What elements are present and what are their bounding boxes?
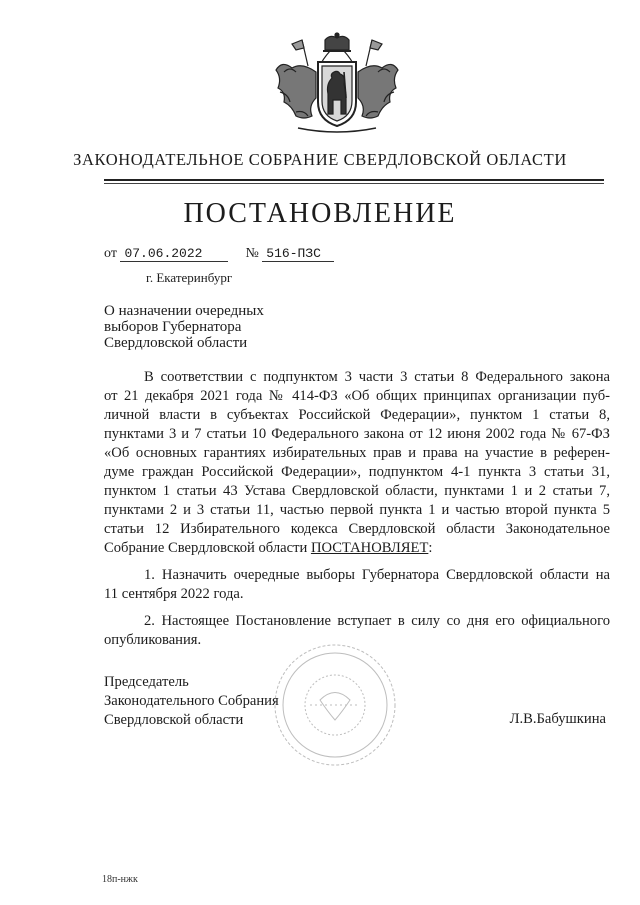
subject-line: О назначении очередных bbox=[104, 303, 264, 319]
document-date: 07.06.2022 bbox=[120, 246, 228, 262]
item-1-line: 11 сентября 2022 года. bbox=[104, 586, 244, 602]
resolve-word: ПОСТАНОВЛЯЕТ bbox=[310, 540, 429, 556]
body-line: В соответствии с подпунктом 3 части 3 статьи 8 Федерального закона bbox=[144, 369, 610, 385]
number-prefix: № bbox=[245, 246, 259, 261]
signatory-line: Председатель bbox=[104, 674, 189, 690]
signatory-name: Л.В.Бабушкина bbox=[509, 711, 606, 727]
organization-name: ЗАКОНОДАТЕЛЬНОЕ СОБРАНИЕ СВЕРДЛОВСКОЙ ОБЛАСТИ bbox=[73, 150, 567, 169]
item-2-line: опубликования. bbox=[104, 632, 202, 648]
header-rule-thin bbox=[104, 183, 604, 184]
document-subject bbox=[104, 303, 264, 351]
coat-of-arms-emblem bbox=[262, 32, 412, 134]
item-1-line: 1. Назначить очередные выборы Губернатора Свердловской области на bbox=[144, 567, 610, 583]
official-seal-stamp bbox=[270, 640, 400, 770]
subject-line: выборов Губернатора bbox=[104, 319, 242, 335]
body-line: пунктом 1 статьи 43 Устава Свердловской области, пунктами 1 и 2 статьи 7, bbox=[104, 483, 610, 499]
item-2-line: 2. Настоящее Постановление вступает в силу со дня его официального bbox=[144, 613, 610, 629]
body-line: Собрание Свердловской области bbox=[104, 540, 308, 556]
footer-code: 18п-нжк bbox=[102, 874, 138, 885]
signatory-line: Законодательного Собрания bbox=[104, 693, 279, 709]
city-name: г. Екатеринбург bbox=[146, 270, 233, 285]
subject-line: Свердловской области bbox=[104, 335, 248, 351]
document-body bbox=[104, 368, 610, 650]
signatory-title bbox=[104, 673, 279, 730]
date-number-line bbox=[104, 246, 334, 262]
document-type-title: ПОСТАНОВЛЕНИЕ bbox=[183, 198, 457, 229]
header-rule-thick bbox=[104, 179, 604, 181]
body-line: пунктами 2 и 3 статьи 11, частью первой пункта 1 и частью второй пункта 5 bbox=[104, 502, 610, 518]
body-line: статьи 12 Избирательного кодекса Свердловской области Законодательное bbox=[104, 521, 610, 537]
body-line: «Об основных гарантиях избирательных прав и права на участие в референ- bbox=[104, 445, 610, 461]
body-line: пунктами 3 и 7 статьи 10 Федерального закона от 12 июня 2002 года № 67-ФЗ bbox=[104, 426, 610, 442]
signatory-line: Свердловской области bbox=[104, 712, 244, 728]
date-prefix: от bbox=[104, 246, 117, 261]
body-line: от 21 декабря 2021 года № 414-ФЗ «Об общих принципах организации пуб- bbox=[104, 388, 610, 404]
document-number: 516-ПЗС bbox=[262, 246, 334, 262]
body-line: думе граждан Российской Федерации», подпунктом 4-1 пункта 3 статьи 31, bbox=[104, 464, 610, 480]
body-line-resolve: Собрание Свердловской области ПОСТАНОВЛЯЕТ: bbox=[104, 540, 433, 556]
body-line: личной власти в субъектах Российской Федерации», пунктом 1 статьи 8, bbox=[104, 407, 610, 423]
